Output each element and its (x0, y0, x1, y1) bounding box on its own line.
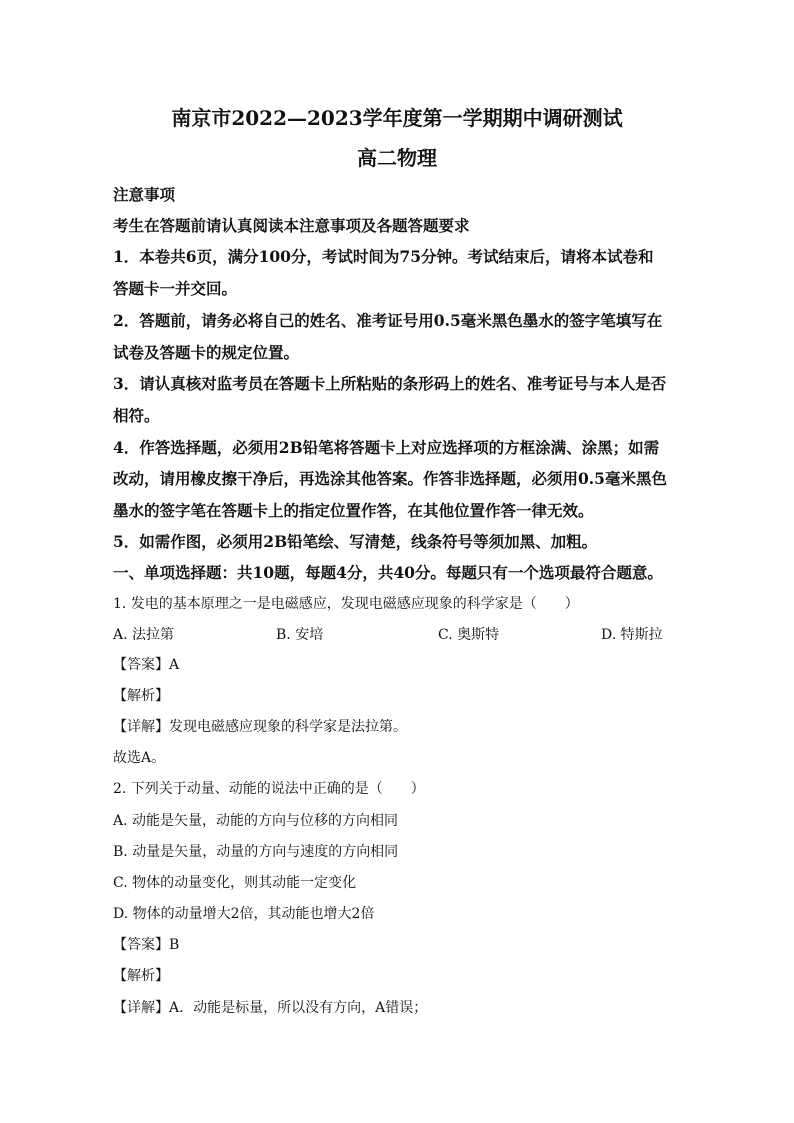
notice-heading: 注意事项 (113, 185, 176, 204)
question-stem: 1. 发电的基本原理之一是电磁感应，发现电磁感应现象的科学家是（ ） (113, 596, 579, 612)
notice-intro: 考生在答题前请认真阅读本注意事项及各题答题要求 (113, 216, 470, 235)
analysis-label: 【解析】 (113, 968, 169, 984)
question-stem: 2. 下列关于动量、动能的说法中正确的是（ ） (113, 781, 425, 797)
answer-line: 【答案】B (113, 937, 180, 953)
page-title: 南京市2022—2023学年度第一学期期中调研测试 (171, 106, 623, 130)
option-c: C. 物体的动量变化，则其动能一定变化 (113, 875, 357, 891)
notice-line: 1．本卷共6页，满分100分，考试时间为75分钟。考试结束后，请将本试卷和 (113, 247, 654, 266)
detail-text: 【详解】A．动能是标量，所以没有方向，A错误； (113, 1000, 428, 1016)
analysis-label: 【解析】 (113, 688, 169, 704)
notice-line: 5．如需作图，必须用2B铅笔绘、写清楚，线条符号等须加黑、加粗。 (113, 532, 598, 551)
notice-line: 3．请认真核对监考员在答题卡上所粘贴的条形码上的姓名、准考证号与本人是否 (113, 374, 667, 393)
notice-line: 答题卡一并交回。 (113, 279, 238, 298)
notice-line: 相符。 (113, 406, 160, 425)
option-d: D. 特斯拉 (601, 627, 663, 643)
option-c: C. 奥斯特 (438, 627, 500, 643)
detail-text: 【详解】发现电磁感应现象的科学家是法拉第。 (113, 719, 407, 735)
notice-line: 2．答题前，请务必将自己的姓名、准考证号用0.5毫米黑色墨水的签字笔填写在 (113, 311, 663, 330)
section-heading: 一、单项选择题：共10题，每题4分，共40分。每题只有一个选项最符合题意。 (113, 563, 663, 582)
notice-line: 改动，请用橡皮擦干净后，再选涂其他答案。作答非选择题，必须用0.5毫米黑色 (113, 469, 667, 488)
option-b: B. 动量是矢量，动量的方向与速度的方向相同 (113, 844, 399, 860)
subject-title: 高二物理 (357, 146, 437, 170)
notice-line: 墨水的签字笔在答题卡上的指定位置作答，在其他位置作答一律无效。 (113, 501, 594, 520)
option-a: A. 动能是矢量，动能的方向与位移的方向相同 (113, 813, 399, 829)
option-d: D. 物体的动量增大2倍，其动能也增大2倍 (113, 906, 375, 922)
notice-line: 试卷及答题卡的规定位置。 (113, 343, 300, 362)
option-b: B. 安培 (276, 627, 324, 643)
answer-line: 【答案】A (113, 657, 180, 673)
conclusion-text: 故选A。 (113, 750, 166, 766)
notice-line: 4．作答选择题，必须用2B铅笔将答题卡上对应选择项的方框涂满、涂黑；如需 (113, 438, 660, 457)
option-a: A. 法拉第 (113, 627, 175, 643)
